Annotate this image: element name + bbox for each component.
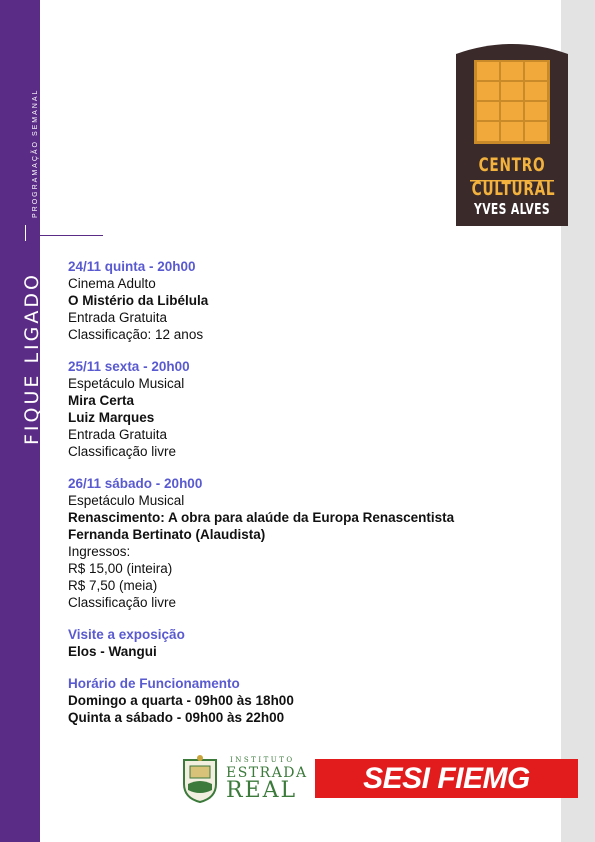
- logo-line-2: CULTURAL: [471, 178, 556, 200]
- estrada-small: INSTITUTO: [230, 756, 295, 764]
- event-heading: 24/11 quinta - 20h00: [68, 259, 196, 274]
- sidebar-title: FIQUE LIGADO: [21, 272, 43, 445]
- sesi-fiemg-logo: SESI FIEMG: [315, 759, 578, 798]
- logo-line-3: YVES ALVES: [474, 200, 550, 218]
- estrada-line-2: REAL: [226, 778, 298, 803]
- event-2: [68, 358, 548, 460]
- event-heading: 26/11 sábado - 20h00: [68, 476, 203, 491]
- event-line: Espetáculo Musical: [68, 493, 185, 508]
- event-line: Mira Certa: [68, 393, 135, 408]
- event-line: Cinema Adulto: [68, 276, 156, 291]
- event-1: [68, 258, 548, 343]
- opening-hours: [68, 675, 548, 726]
- event-line: R$ 7,50 (meia): [68, 578, 158, 593]
- event-line: Luiz Marques: [68, 410, 155, 425]
- exhibition-line: Elos - Wangui: [68, 644, 157, 659]
- event-line: Renascimento: A obra para alaúde da Europa Renascentista: [68, 510, 455, 525]
- event-line: Entrada Gratuita: [68, 310, 168, 325]
- centro-cultural-logo: [456, 40, 568, 226]
- exhibition: [68, 626, 548, 660]
- event-line: Classificação livre: [68, 595, 177, 610]
- hours-line: Quinta a sábado - 09h00 às 22h00: [68, 710, 285, 725]
- hours-heading: Horário de Funcionamento: [68, 676, 240, 691]
- sidebar-divider: [40, 235, 103, 236]
- exhibition-heading: Visite a exposição: [68, 627, 185, 642]
- estrada-line-1: ESTRADA: [226, 765, 308, 781]
- event-line: O Mistério da Libélula: [68, 293, 209, 308]
- schedule-content: [68, 258, 548, 741]
- estrada-real-crest-icon: [180, 754, 220, 804]
- event-line: Ingressos:: [68, 544, 131, 559]
- sidebar-subtitle: PROGRAMAÇÃO SEMANAL: [32, 88, 39, 218]
- hours-line: Domingo a quarta - 09h00 às 18h00: [68, 693, 294, 708]
- event-heading: 25/11 sexta - 20h00: [68, 359, 190, 374]
- event-line: Classificação livre: [68, 444, 177, 459]
- logo-line-1: CENTRO: [478, 154, 546, 176]
- event-line: R$ 15,00 (inteira): [68, 561, 173, 576]
- sidebar-tick: [25, 225, 26, 241]
- event-3: [68, 475, 548, 611]
- event-line: Entrada Gratuita: [68, 427, 168, 442]
- event-line: Espetáculo Musical: [68, 376, 185, 391]
- event-line: Fernanda Bertinato (Alaudista): [68, 527, 266, 542]
- event-line: Classificação: 12 anos: [68, 327, 204, 342]
- estrada-real-logo: [180, 754, 308, 804]
